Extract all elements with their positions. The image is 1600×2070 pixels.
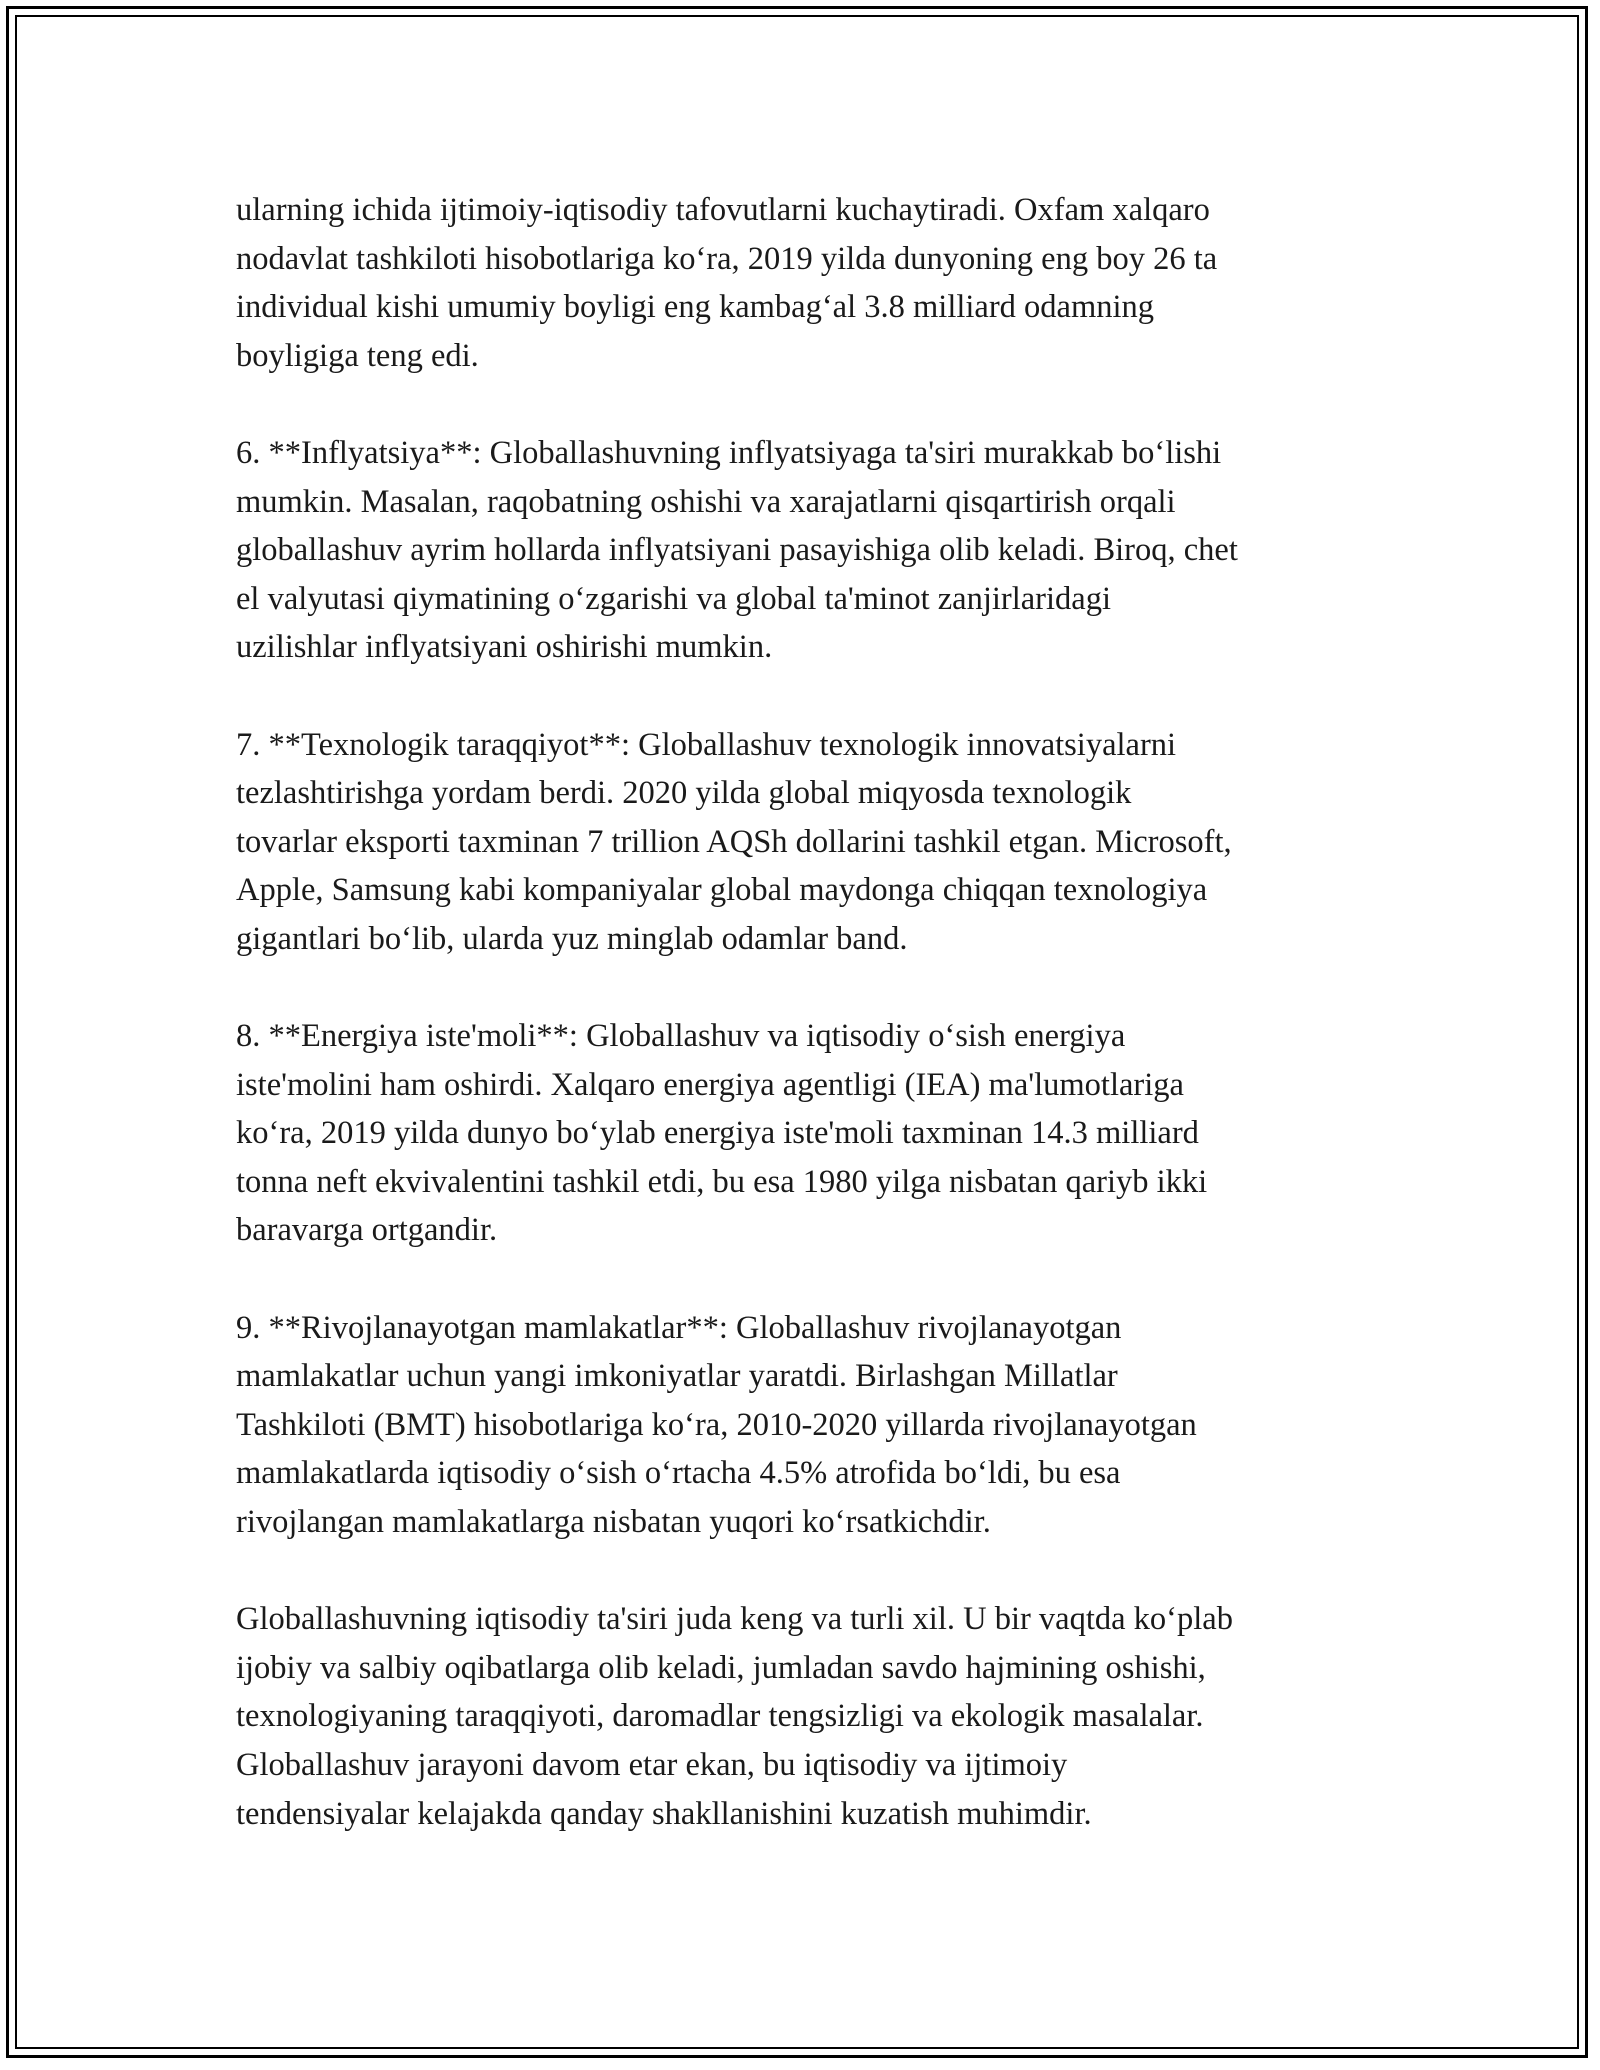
text-line: globallashuv ayrim hollarda inflyatsiyani pasayishiga olib keladi. Biroq, chet	[236, 532, 1238, 569]
text-line: el valyutasi qiymatining oʻzgarishi va global ta'minot zanjirlaridagi	[236, 580, 1111, 617]
text-line: iste'molini ham oshirdi. Xalqaro energiya agentligi (IEA) ma'lumotlariga	[236, 1066, 1184, 1103]
text-line: nodavlat tashkiloti hisobotlariga koʻra, 2019 yilda dunyoning eng boy 26 ta	[236, 240, 1218, 277]
text-line: texnologiyaning taraqqiyoti, daromadlar tengsizligi va ekologik masalalar.	[236, 1698, 1204, 1735]
text-line: tonna neft ekvivalentini tashkil etdi, bu esa 1980 yilga nisbatan qariyb ikki	[236, 1163, 1208, 1200]
text-line: Globallashuv jarayoni davom etar ekan, bu iqtisodiy va ijtimoiy	[236, 1747, 1068, 1783]
text-line: baravarga ortgandir.	[236, 1212, 498, 1249]
document-body	[236, 186, 1376, 1838]
text-line: boyligiga teng edi.	[236, 337, 479, 374]
paragraph-developing-countries	[236, 1304, 1376, 1547]
paragraph-inflation	[236, 429, 1376, 672]
paragraph-inequality-continuation	[236, 186, 1376, 380]
text-line: 9. **Rivojlanayotgan mamlakatlar**: Globallashuv rivojlanayotgan	[236, 1309, 1122, 1346]
text-line: rivojlangan mamlakatlarga nisbatan yuqori koʻrsatkichdir.	[236, 1504, 991, 1541]
text-line: koʻra, 2019 yilda dunyo boʻylab energiya iste'moli taxminan 14.3 milliard	[236, 1115, 1199, 1152]
text-line: tezlashtirishga yordam berdi. 2020 yilda global miqyosda texnologik	[236, 775, 1132, 812]
text-line: mamlakatlar uchun yangi imkoniyatlar yaratdi. Birlashgan Millatlar	[236, 1358, 1118, 1395]
text-line: individual kishi umumiy boyligi eng kambagʻal 3.8 milliard odamning	[236, 289, 1155, 326]
text-line: 8. **Energiya iste'moli**: Globallashuv va iqtisodiy oʻsish energiya	[236, 1018, 1126, 1055]
text-line: ularning ichida ijtimoiy-iqtisodiy tafovutlarni kuchaytiradi. Oxfam xalqaro	[236, 192, 1210, 228]
text-line: 7. **Texnologik taraqqiyot**: Globallashuv texnologik innovatsiyalarni	[236, 726, 1177, 763]
paragraph-conclusion	[236, 1595, 1376, 1838]
text-line: tendensiyalar kelajakda qanday shakllanishini kuzatish muhimdir.	[236, 1795, 1092, 1832]
paragraph-energy	[236, 1012, 1376, 1255]
text-line: gigantlari boʻlib, ularda yuz minglab odamlar band.	[236, 920, 908, 957]
text-line: tovarlar eksporti taxminan 7 trillion AQSh dollarini tashkil etgan. Microsoft,	[236, 823, 1232, 860]
text-line: mumkin. Masalan, raqobatning oshishi va xarajatlarni qisqartirish orqali	[236, 483, 1176, 520]
text-line: Tashkiloti (BMT) hisobotlariga koʻra, 2010-2020 yillarda rivojlanayotgan	[236, 1406, 1197, 1443]
text-line: Globallashuvning iqtisodiy ta'siri juda keng va turli xil. U bir vaqtda koʻplab	[236, 1601, 1233, 1638]
paragraph-technology	[236, 721, 1376, 964]
text-line: 6. **Inflyatsiya**: Globallashuvning inflyatsiyaga ta'siri murakkab boʻlishi	[236, 434, 1222, 471]
text-line: uzilishlar inflyatsiyani oshirishi mumkin.	[236, 629, 773, 666]
text-line: Apple, Samsung kabi kompaniyalar global maydonga chiqqan texnologiya	[236, 872, 1208, 909]
text-line: mamlakatlarda iqtisodiy oʻsish oʻrtacha 4.5% atrofida boʻldi, bu esa	[236, 1455, 1121, 1492]
text-line: ijobiy va salbiy oqibatlarga olib keladi, jumladan savdo hajmining oshishi,	[236, 1649, 1206, 1686]
